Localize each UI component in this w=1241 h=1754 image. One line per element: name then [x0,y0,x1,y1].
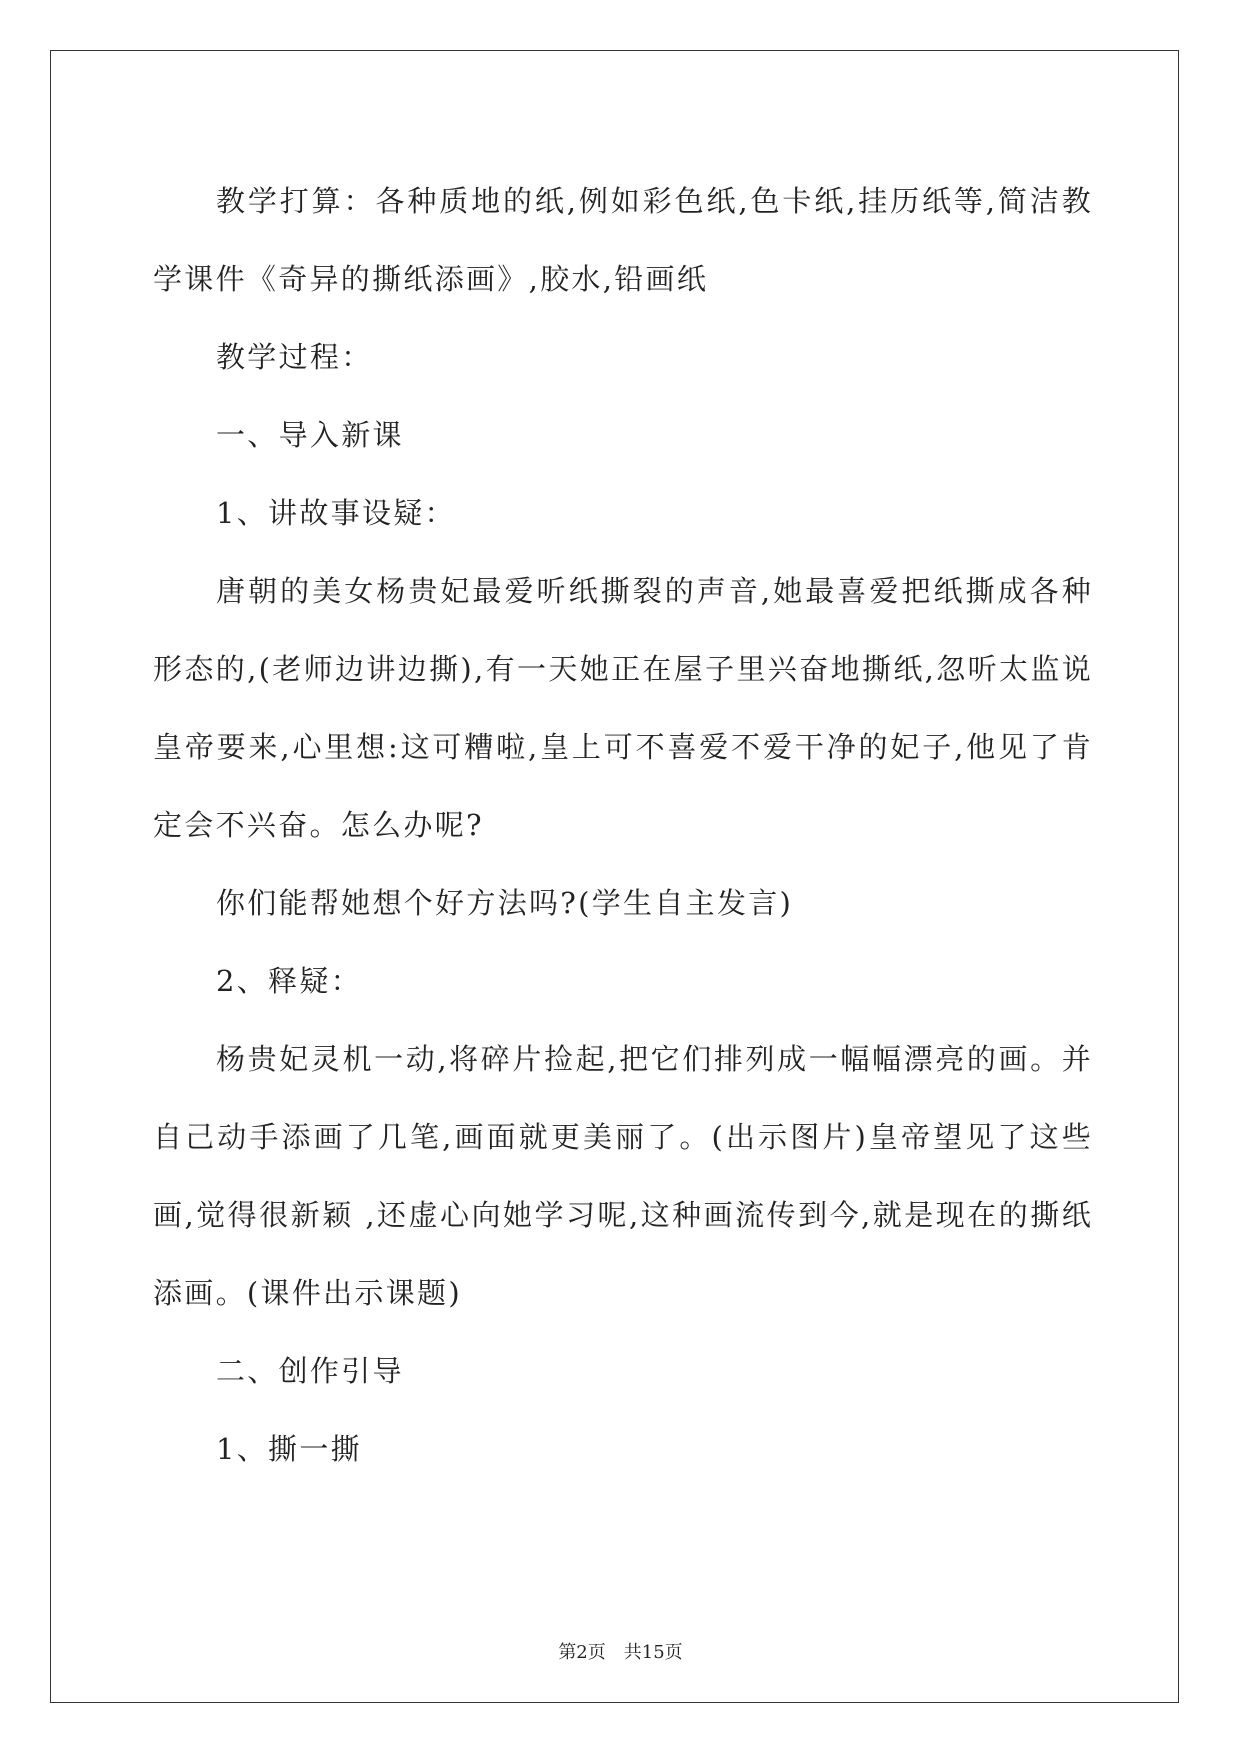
heading-story: 1、讲故事设疑： [216,496,456,530]
paragraph-story: 唐朝的美女杨贵妃最爱听纸撕裂的声音,她最喜爱把纸撕成各种形态的,(老师边讲边撕),有一天她正在屋子里兴奋地撕纸,忽听太监说皇帝要来,心里想:这可糟啦,皇上可不喜爱不爱干净的妃子,他见了肯定会不兴奋。怎么办呢? [153,574,1093,842]
heading-section-two: 二、创作引导 [216,1354,404,1388]
paragraph-question: 你们能帮她想个好方法吗?(学生自主发言) [216,886,794,920]
page-number: 第2页 [558,1642,606,1663]
paragraph-materials: 教学打算：各种质地的纸,例如彩色纸,色卡纸,挂历纸等,简洁教学课件《奇异的撕纸添画》,胶水,铅画纸 [153,184,1093,296]
heading-tear: 1、撕一撕 [216,1432,362,1466]
heading-teaching-process: 教学过程： [216,340,373,374]
heading-explanation: 2、释疑： [216,964,362,998]
page-footer [0,1638,1241,1664]
document-body [153,162,1093,1488]
page-total: 共15页 [623,1642,683,1663]
heading-section-one: 一、导入新课 [216,418,404,452]
paragraph-explanation: 杨贵妃灵机一动,将碎片捡起,把它们排列成一幅幅漂亮的画。并自己动手添画了几笔,画面就更美丽了。(出示图片)皇帝望见了这些画,觉得很新颖 ,还虚心向她学习呢,这种画流传到今,就是现在的撕纸添画。(课件出示课题) [153,1042,1093,1310]
